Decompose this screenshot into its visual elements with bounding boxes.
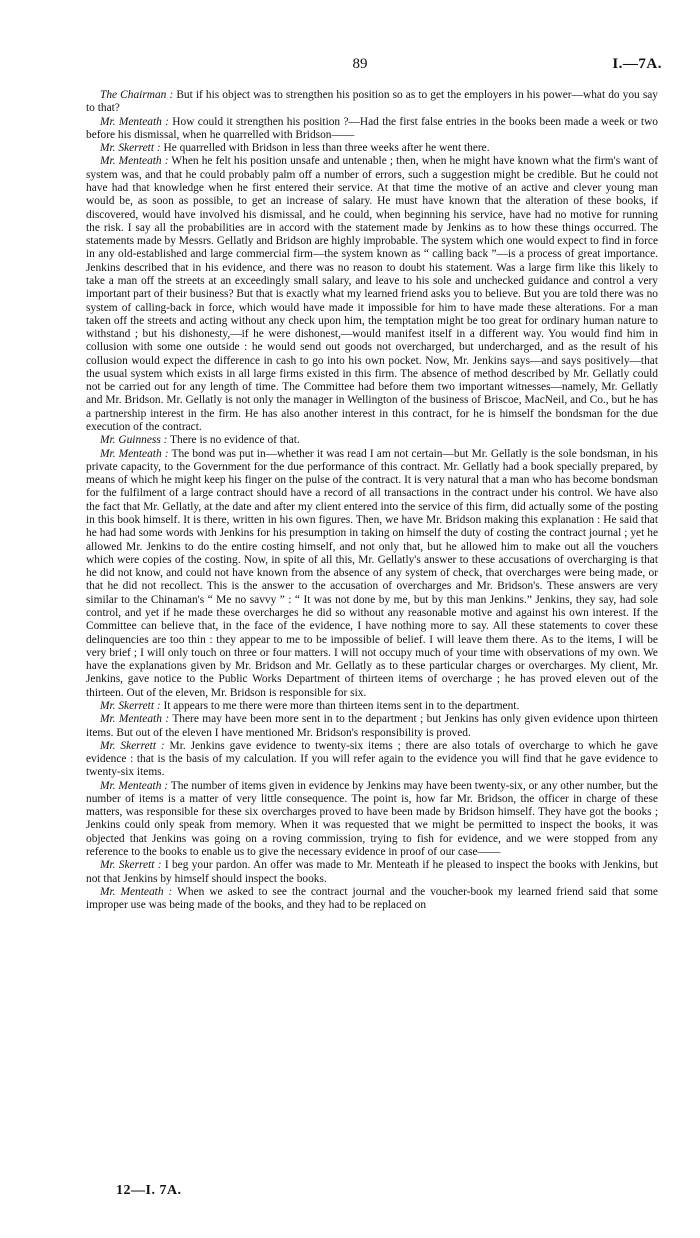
speaker-name: Mr. Menteath : xyxy=(100,779,169,792)
speaker-name: Mr. Skerrett : xyxy=(100,859,162,872)
paragraph xyxy=(86,713,658,740)
paragraph-text: How could it strengthen his position ?—Had the first false entries in the books been made a week or two before his dismissal, when he quarrelled with Bridson—— xyxy=(86,115,659,141)
paragraph xyxy=(86,142,658,155)
speaker-name: Mr. Skerrett : xyxy=(100,739,165,752)
paragraph xyxy=(86,700,658,713)
paragraph xyxy=(86,116,658,143)
paragraph xyxy=(86,780,658,860)
paragraph-text: When we asked to see the contract journal and the voucher-book my learned friend said that some improper use was being made of the books, and they had to be replaced on xyxy=(86,885,658,912)
speaker-name: Mr. Menteath : xyxy=(100,713,170,726)
speaker-name: Mr. Menteath : xyxy=(100,885,173,898)
page-number: 89 xyxy=(352,56,368,72)
speaker-name: Mr. Guinness : xyxy=(100,434,168,447)
paragraph-text: It appears to me there were more than thirteen items sent in to the department. xyxy=(160,699,520,712)
paragraph-text: There may have been more sent in to the department ; but Jenkins has only given evidence upon thirteen items. But out of the eleven I have mentioned Mr. Bridson's responsibility is proved. xyxy=(86,713,659,739)
paragraph-text: There is no evidence of that. xyxy=(167,434,300,447)
paragraph-text: The number of items given in evidence by Jenkins may have been twenty-six, or any other number, but the number of items is a matter of very little consequence. The point is, how far Mr. Bridson, the officer in charge of these matters, was responsible for these six overcharges proved to have been made by Bridson himself. They have got the books ; Jenkins could only speak from memory. When it was requested that we might be permitted to inspect the books, it was objected that Jenkins was going on a roving commission, trying to fish for evidence, and we were stopped from any reference to the books to enable us to give the necessary evidence in proof of our case—— xyxy=(86,779,658,859)
paragraph-text: But if his object was to strengthen his position so as to get the employers in his power—what do you say to that? xyxy=(86,89,659,115)
signature-reference: 12—I. 7A. xyxy=(116,1183,182,1198)
paragraph-text: When he felt his position unsafe and untenable ; then, when he might have known what the firm's want of system was, and that he could probably palm off a number of errors, such a suggestion might be credible. But he could not have had that knowledge when he first entered their service. At that time the motive of an active and clever young man would be, as soon as possible, to get an increase of salary. He must have known that the alteration of these books, if discovered, would have involved his dismissal, and he could, when beginning his service, have had no motive for running the risk. I say all the probabilities are in accord with the statement made by Jenkins as to how these things occurred. The statements made by Messrs. Gellatly and Bridson are highly improbable. The system which one would expect to find in force in any old-established and large commercial firm—the system known as “ calling back ”—is a process of great importance. Jenkins described that in his evidence, and there was no reason to doubt his statement. Was a large firm like this likely to take a man off the streets at an exceedingly small salary, and leave to his sole and unchecked guidance and control a very important part of their business? But that is exactly what my learned friend asks you to believe. But you are told there was no system of calling-back in force, which would have made it impossible for him to have made these alterations. For a man taken off the streets and acting without any check upon him, the temptation might be too great for ordinary human nature to withstand ; but his dishonesty,—if he were dishonest,—would manifest itself in a different way. You would find him in collusion with some one outside : he would send out goods not overcharged, but undercharged, and as the result of his collusion would expect the difference in cash to go into his own pocket. Now, Mr. Jenkins says—and says positively—that the usual system which exists in all large firms existed in this firm. The absence of method described by Mr. Gellatly could not be carried out for any length of time. The Committee had before them two important witnesses—namely, Mr. Gellatly and Mr. Bridson. Mr. Gellatly is not only the manager in Wellington of the business of Briscoe, MacNeil, and Co., but he has a partnership interest in the firm. He has also another interest in this contract, for he is himself the bondsman for the due execution of the contract. xyxy=(86,155,658,434)
paragraph-text: He quarrelled with Bridson in less than three weeks after he went there. xyxy=(160,142,490,155)
paragraph-text: I beg your pardon. An offer was made to Mr. Menteath if he pleased to inspect the books with Jenkins, but not that Jenkins by himself should inspect the books. xyxy=(86,859,658,885)
paragraph xyxy=(86,886,658,913)
paragraph xyxy=(86,448,658,700)
paragraph xyxy=(86,434,658,447)
speaker-name: Mr. Menteath : xyxy=(100,447,169,460)
body-text xyxy=(86,89,658,912)
paragraph-text: The bond was put in—whether it was read I am not certain—but Mr. Gellatly is the sole bondsman, in his private capacity, to the Government for the due performance of this contract. Mr. Gellatly had a book specially prepared, by means of which he might keep his finger on the pulse of the contract. It is very natural that a man who has become bondsman for the fulfilment of a large contract should have a record of all transactions in the contract under his control. We have also the fact that Mr. Gellatly, at the date and after my client entered into the service of this firm, did actually some of the posting in this book himself. It is there, written in his own figures. Then, we have Mr. Bridson making this explanation : He said that he had had some words with Jenkins for his presumption in taking on himself the duty of costing the contract journal ; yet he allowed Mr. Jenkins to do the entire costing himself, and not only that, but he allowed him to make out all the vouchers which were copies of the costing. Now, in spite of all this, Mr. Gellatly's answer to these accusations of overcharging is that he did not know, and could not have known from the absence of any system of check, that overcharges were being made, or that he did not recollect. This is the answer to the accusation of overcharges and Mr. Bridson's. These answers are very similar to the Chinaman's “ Me no savvy ” : “ It was not done by me, but by this man Jenkins.” Jenkins, they say, had sole control, and yet if he made these overcharges he did so without any reasonable motive and against his own interest. If the Committee can believe that, in the face of the evidence, I have nothing more to say. All these statements to cover these delinquencies are too thin : they appear to me to be impossible of belief. I will leave them there. As to the items, I will be very brief ; I will only touch on three or four matters. I will not occupy much of your time with observations of my own. We have the explanations given by Mr. Bridson and Mr. Gellatly as to these particular charges or overcharges. My client, Mr. Jenkins, gave notice to the Public Works Department of thirteen items of overcharge ; he has proved eleven out of the thirteen. Out of the eleven, Mr. Bridson is responsible for six. xyxy=(86,447,658,699)
paragraph-text: Mr. Jenkins gave evidence to twenty-six items ; there are also totals of overcharge to which he gave evidence : that is the basis of my calculation. If you will refer again to the evidence you will find that he gave evidence to twenty-six items. xyxy=(86,739,658,779)
speaker-name: The Chairman : xyxy=(100,89,174,101)
paragraph xyxy=(86,89,658,116)
paragraph xyxy=(86,155,658,434)
speaker-name: Mr. Menteath : xyxy=(100,115,169,128)
page-reference: I.—7A. xyxy=(612,56,662,72)
paragraph xyxy=(86,859,658,886)
speaker-name: Mr. Skerrett : xyxy=(100,699,161,712)
paragraph xyxy=(86,740,658,780)
speaker-name: Mr. Skerrett : xyxy=(100,142,161,155)
speaker-name: Mr. Menteath : xyxy=(100,155,169,168)
